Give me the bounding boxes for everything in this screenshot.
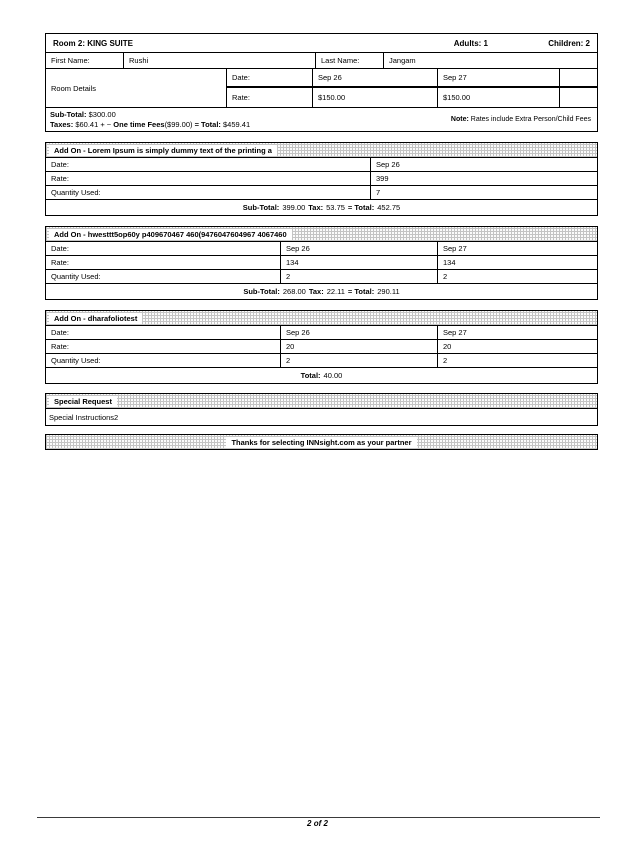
rate-label: Rate: <box>46 340 281 353</box>
addon-3-date-row <box>46 326 597 340</box>
first-name-value: Rushi <box>124 53 316 68</box>
addon-1-title: Add On - Lorem Ipsum is simply dummy text of the printing a <box>49 145 277 156</box>
date-label: Date: <box>46 158 371 171</box>
empty-cell <box>560 69 597 86</box>
room-date-2: Sep 27 <box>438 69 560 86</box>
date-label: Date: <box>46 242 281 255</box>
addon-1-qty-1: 7 <box>376 188 381 197</box>
addon-3-totals: Total: 40.00 <box>300 371 343 380</box>
addon-2-title: Add On - hwesttt5op60y p409670467 460(9476047604967 4067460 <box>49 229 292 240</box>
addon-2-rate-2: 134 <box>443 258 456 267</box>
addon-3-rate-2: 20 <box>443 342 452 351</box>
addon-2-date-2: Sep 27 <box>443 244 467 253</box>
room-details-label: Room Details <box>46 69 227 107</box>
room-details-table <box>45 68 598 108</box>
room-rate-2: $150.00 <box>438 88 560 107</box>
addon-3-rate-1: 20 <box>281 340 438 353</box>
room-children-count: Children: 2 <box>543 38 595 49</box>
rate-label: Rate: <box>227 88 313 107</box>
date-label: Date: <box>46 326 281 339</box>
addon-3-qty-row <box>46 354 597 368</box>
addon-section-1 <box>45 142 598 216</box>
thanks-banner-text: Thanks for selecting INNsight.com as your partner <box>226 437 416 448</box>
room-rate-1: $150.00 <box>313 88 438 107</box>
last-name-value: Jangam <box>389 56 416 65</box>
empty-cell <box>560 88 597 107</box>
addon-1-date-row <box>46 158 597 172</box>
special-request-header <box>46 394 597 409</box>
addon-1-rate-1: 399 <box>376 174 389 183</box>
addon-3-rate-row <box>46 340 597 354</box>
room-header-bar <box>45 33 598 53</box>
quantity-used-label: Quantity Used: <box>46 186 371 199</box>
addon-2-rate-row <box>46 256 597 270</box>
addon-2-qty-2: 2 <box>443 272 448 281</box>
last-name-label: Last Name: <box>316 53 384 68</box>
addon-3-qty-1: 2 <box>281 354 438 367</box>
room-title: Room 2: KING SUITE <box>48 38 138 49</box>
rates-note: Note: Rates include Extra Person/Child Fees <box>450 116 591 123</box>
document-page <box>45 33 598 450</box>
quantity-used-label: Quantity Used: <box>46 270 281 283</box>
guest-name-row <box>45 52 598 69</box>
addon-2-qty-row <box>46 270 597 284</box>
addon-section-3 <box>45 310 598 384</box>
page-footer-rule <box>37 817 600 818</box>
addon-3-header <box>46 311 597 326</box>
rate-label: Rate: <box>46 172 371 185</box>
addon-2-date-1: Sep 26 <box>281 242 438 255</box>
addon-3-qty-2: 2 <box>443 356 448 365</box>
addon-1-rate-row <box>46 172 597 186</box>
addon-1-header <box>46 143 597 158</box>
room-date-1: Sep 26 <box>313 69 438 86</box>
addon-2-totals: Sub-Total: 268.00 Tax: 22.11 = Total: 290.11 <box>243 287 400 296</box>
room-adults-count: Adults: 1 <box>449 38 493 49</box>
thanks-banner <box>45 434 598 450</box>
addon-2-header <box>46 227 597 242</box>
addon-1-date-1: Sep 26 <box>376 160 400 169</box>
date-label: Date: <box>227 69 313 86</box>
room-totals-strip <box>45 107 598 132</box>
page-number: 2 of 2 <box>307 819 328 828</box>
addon-1-qty-row <box>46 186 597 200</box>
special-request-body: Special Instructions2 <box>49 412 119 422</box>
addon-3-title: Add On - dharafoliotest <box>49 313 142 324</box>
room-rate-row <box>227 88 597 107</box>
room-date-row <box>227 69 597 88</box>
rate-label: Rate: <box>46 256 281 269</box>
special-request-section <box>45 393 598 426</box>
addon-1-totals: Sub-Total: 399.00 Tax: 53.75 = Total: 452.75 <box>242 203 401 212</box>
addon-2-rate-1: 134 <box>281 256 438 269</box>
addon-section-2 <box>45 226 598 300</box>
quantity-used-label: Quantity Used: <box>46 354 281 367</box>
addon-2-date-row <box>46 242 597 256</box>
addon-3-date-1: Sep 26 <box>281 326 438 339</box>
addon-3-date-2: Sep 27 <box>443 328 467 337</box>
room-totals-text <box>50 110 250 129</box>
addon-2-qty-1: 2 <box>281 270 438 283</box>
special-request-title: Special Request <box>49 396 117 407</box>
first-name-label: First Name: <box>46 53 124 68</box>
room-subtotal-line: Sub-Total: $300.00 <box>50 110 116 119</box>
room-taxes-line: Taxes: $60.41 + ~ One time Fees($99.00) = Total: $459.41 <box>50 119 251 129</box>
